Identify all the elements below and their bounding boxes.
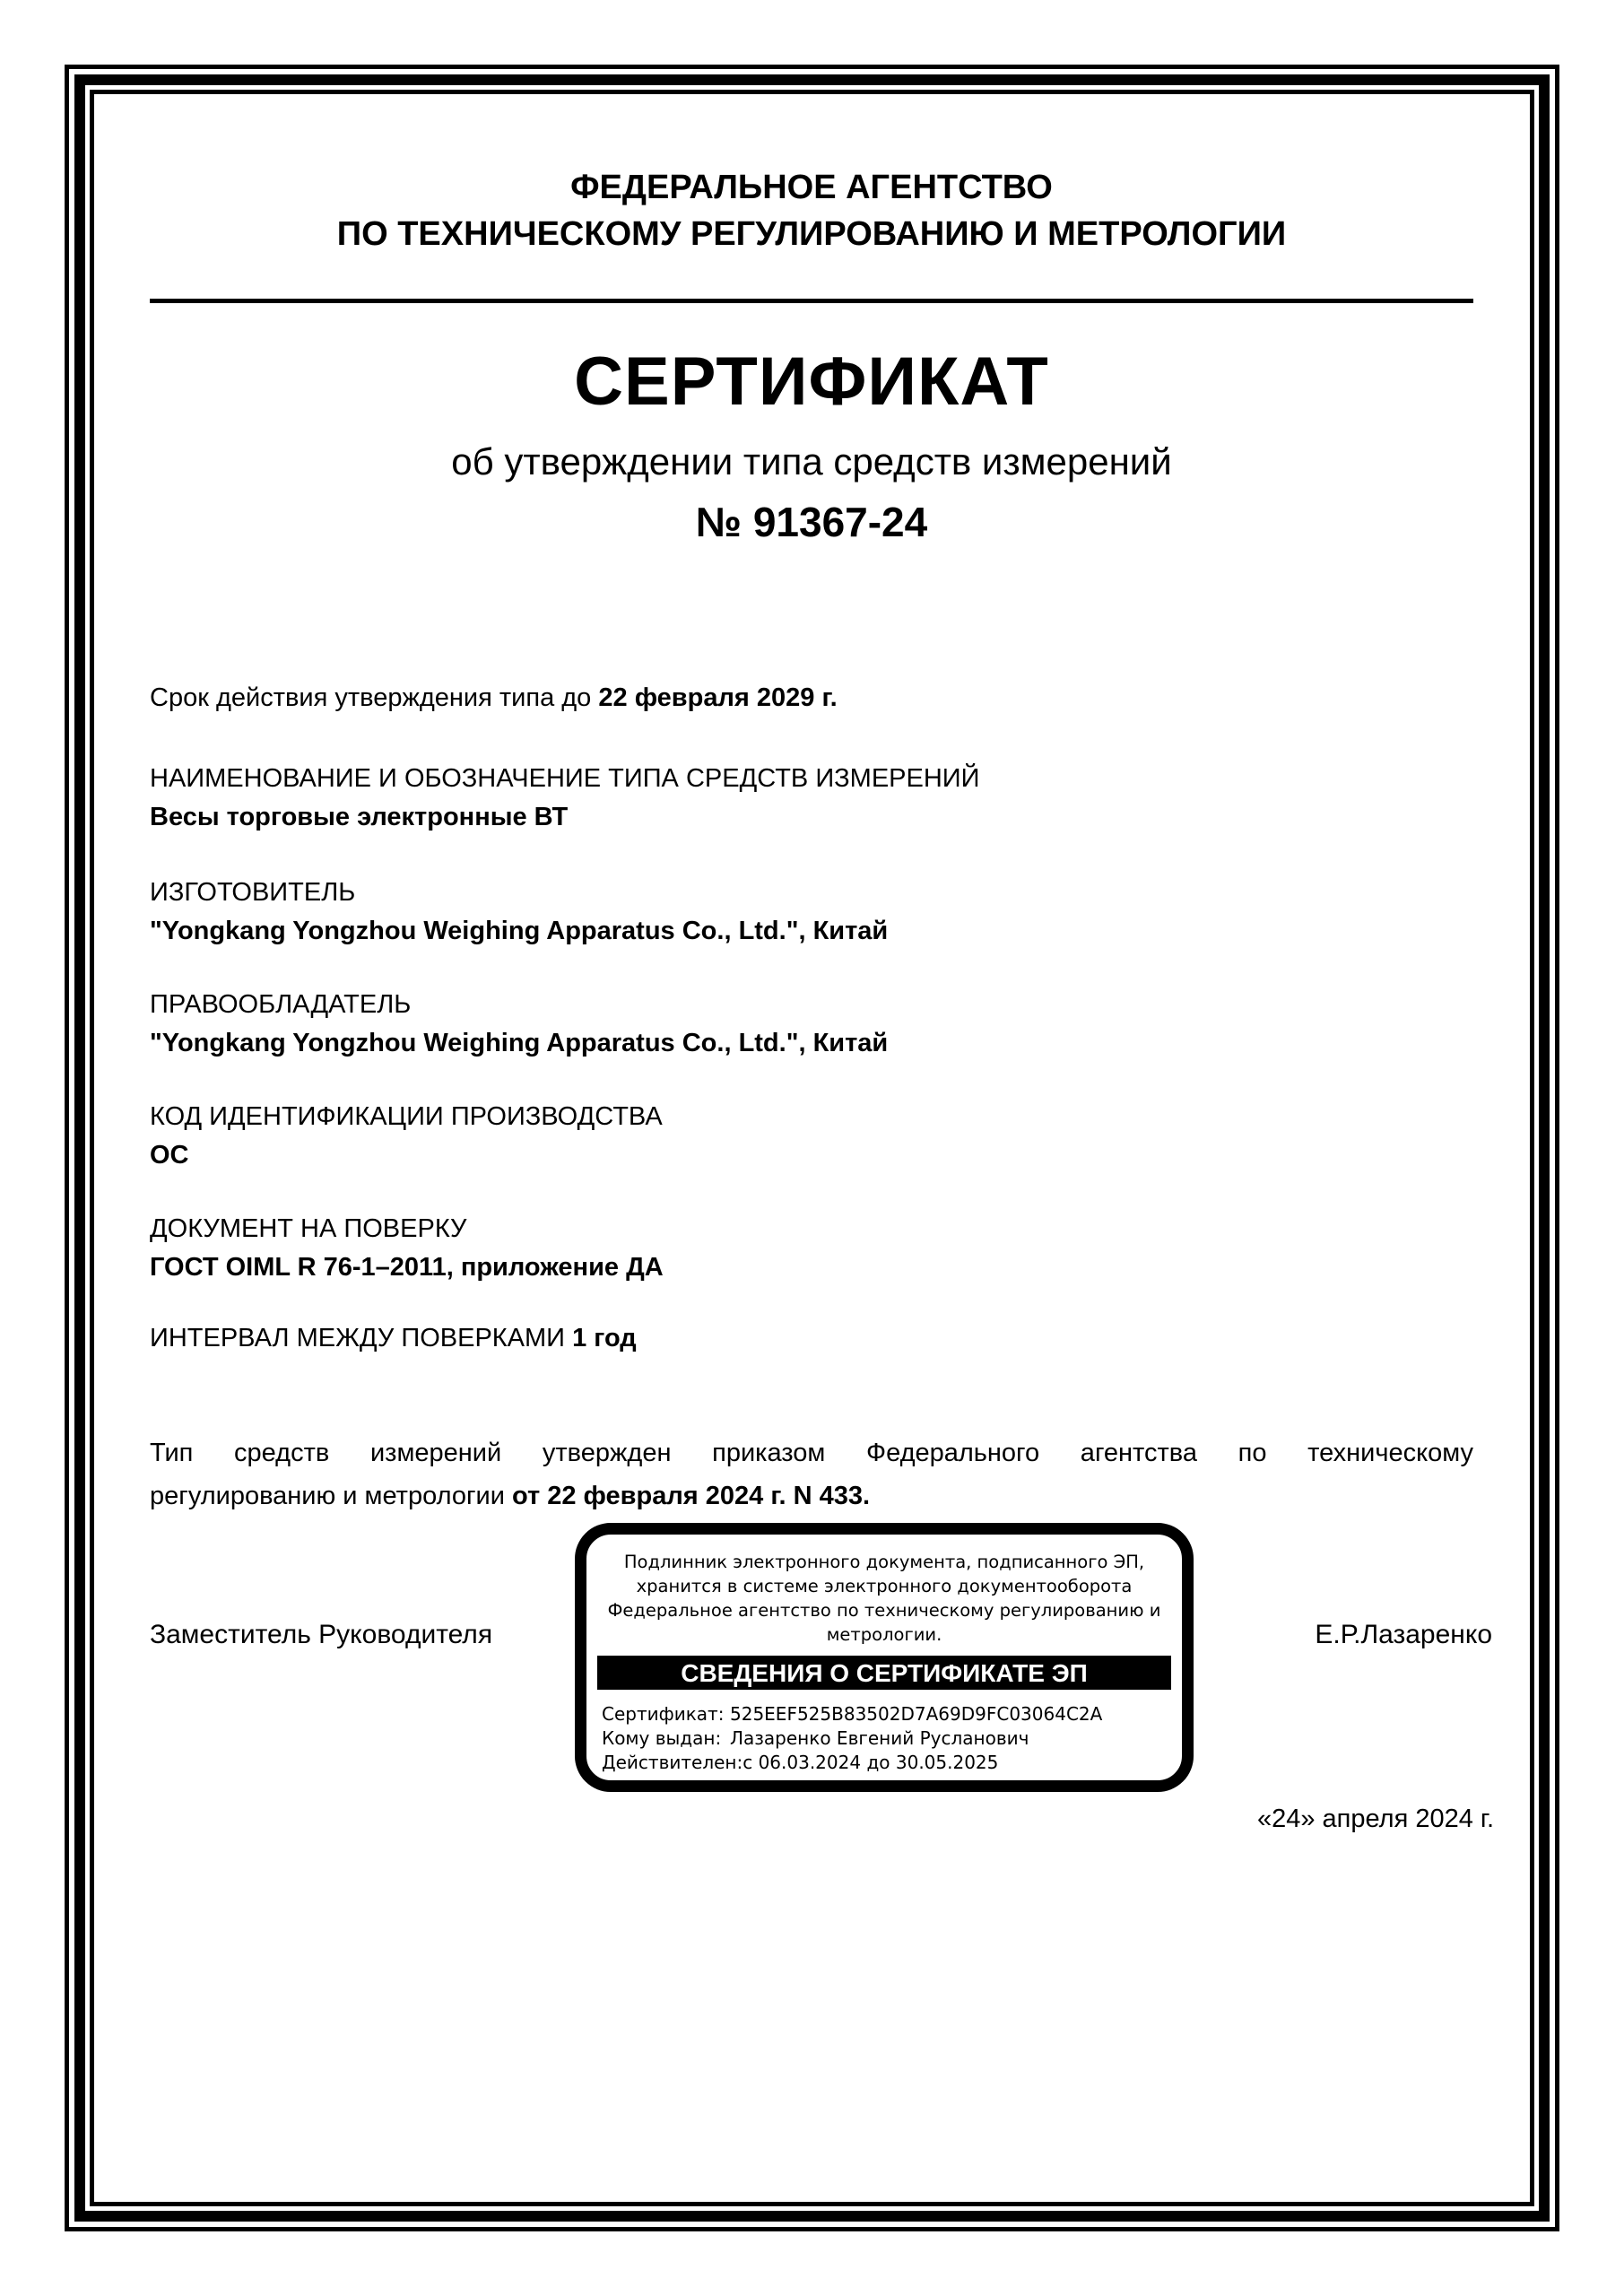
stamp-field-valid-period [602,1751,1173,1775]
section-label: ДОКУМЕНТ НА ПОВЕРКУ [150,1214,467,1243]
stamp-notice-line1: Подлинник электронного документа, подписанного ЭП, [623,1552,1145,1572]
agency-header-line1: ФЕДЕРАЛЬНОЕ АГЕНТСТВО [570,169,1053,206]
interval-label: ИНТЕРВАЛ МЕЖДУ ПОВЕРКАМИ [150,1324,573,1352]
stamp-field-issued-to [602,1726,1173,1751]
stamp-notice [586,1550,1182,1647]
section-label: КОД ИДЕНТИФИКАЦИИ ПРОИЗВОДСТВА [150,1102,663,1131]
section-value: "Yongkang Yongzhou Weighing Apparatus Co., Ltd.", Китай [150,917,889,945]
digital-signature-stamp [575,1523,1194,1792]
certificate-content [150,0,1494,2296]
document-title: СЕРТИФИКАТ [574,344,1049,420]
header-divider-line [150,299,1473,303]
section-rights-holder [150,986,1473,1063]
approval-order-paragraph [150,1431,1473,1518]
validity-line [150,680,1473,716]
section-verification-document [150,1210,1473,1287]
section-manufacturer [150,874,1473,951]
signatory-name: Е.Р.Лазаренко [1315,1620,1492,1649]
section-label: НАИМЕНОВАНИЕ И ОБОЗНАЧЕНИЕ ТИПА СРЕДСТВ ИЗМЕРЕНИЙ [150,764,980,793]
section-production-code [150,1098,1473,1175]
section-label: ИЗГОТОВИТЕЛЬ [150,878,356,907]
stamp-bar-title: СВЕДЕНИЯ О СЕРТИФИКАТЕ ЭП [597,1656,1171,1690]
agency-header-line2: ПО ТЕХНИЧЕСКОМУ РЕГУЛИРОВАНИЮ И МЕТРОЛОГИИ [336,215,1287,253]
stamp-notice-line3: Федеральное агентство по техническому регулированию и [607,1600,1161,1621]
section-value: ГОСТ OIML R 76-1–2011, приложение ДА [150,1253,664,1282]
approval-order-number: от 22 февраля 2024 г. N 433. [511,1482,871,1510]
stamp-notice-line2: хранится в системе электронного документооборота [636,1576,1133,1596]
agency-header [150,164,1473,257]
certificate-number: № 91367-24 [695,499,928,545]
stamp-field-value: Лазаренко Евгений Русланович [730,1727,1029,1749]
stamp-fields [602,1702,1173,1775]
stamp-field-certificate [602,1702,1173,1726]
section-type-name [150,760,1473,837]
interval-value: 1 год [572,1324,637,1352]
stamp-field-label: Действителен: [602,1752,743,1773]
section-label: ПРАВООБЛАДАТЕЛЬ [150,990,412,1019]
section-value: "Yongkang Yongzhou Weighing Apparatus Co., Ltd.", Китай [150,1029,889,1057]
stamp-notice-line4: метрологии. [826,1624,942,1645]
document-subtitle: об утверждении типа средств измерений [451,440,1172,483]
section-value: ОС [150,1141,189,1170]
stamp-field-label: Сертификат: [602,1703,725,1725]
validity-label: Срок действия утверждения типа до [150,683,599,712]
verification-interval-line [150,1320,1473,1356]
signatory-role: Заместитель Руководителя [150,1620,493,1649]
section-value: Весы торговые электронные ВТ [150,803,569,831]
approval-line1: Тип средств измерений утвержден приказом Федерального агентства по техническому [150,1439,1473,1467]
approval-line2 [150,1474,1473,1518]
validity-value: 22 февраля 2029 г. [598,683,838,712]
approval-line2-text: регулированию и метрологии [150,1482,512,1510]
issue-date: «24» апреля 2024 г. [1256,1805,1494,1833]
stamp-field-value: 525EEF525B83502D7A69D9FC03064C2A [730,1703,1103,1725]
stamp-field-value: с 06.03.2024 до 30.05.2025 [743,1752,999,1773]
stamp-field-label: Кому выдан: [602,1727,722,1749]
